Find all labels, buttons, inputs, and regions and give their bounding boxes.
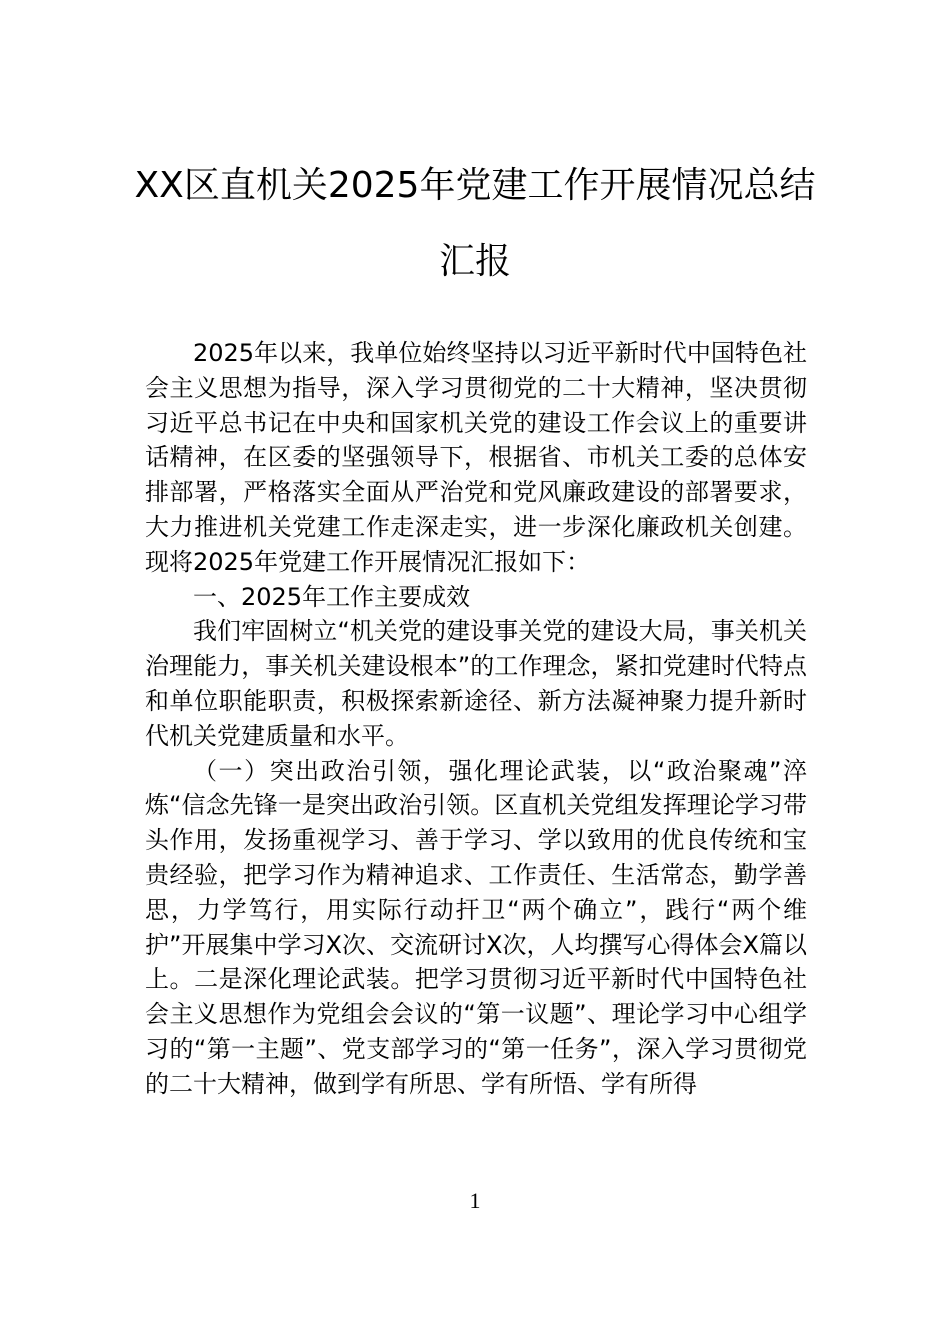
intro-paragraph: 2025年以来，我单位始终坚持以习近平新时代中国特色社会主义思想为指导，深入学习贯彻党的二十大精神，坚决贯彻习近平总书记在中央和国家机关党的建设工作会议上的重要讲话精神，在区委的坚强领导下，根据省、市机关工委的总体安排部署，严格落实全面从严治党和党风廉政建设的部署要求，大力推进机关党建工作走深走实，进一步深化廉政机关创建。现将2025年党建工作开展情况汇报如下：: [145, 339, 807, 576]
document-title: XX区直机关2025年党建工作开展情况总结汇报: [134, 165, 816, 282]
achievements-paragraph: 我们牢固树立“机关党的建设事关党的建设大局，事关机关治理能力，事关机关建设根本”的工作理念，紧扣党建时代特点和单位职能职责，积极探索新途径、新方法凝神聚力提升新时代机关党建质量和水平。: [145, 617, 807, 750]
section-heading: 一、2025年工作主要成效: [193, 582, 471, 611]
page-number: 1: [469, 1188, 481, 1213]
document-body: [145, 336, 807, 1102]
political-guidance-paragraph: （一）突出政治引领，强化理论武装，以“政治聚魂”淬炼“信念先锋一是突出政治引领。区直机关党组发挥理论学习带头作用，发扬重视学习、善于学习、学以致用的优良传统和宝贵经验，把学习作为精神追求、工作责任、生活常态，勤学善思，力学笃行，用实际行动扞卫“两个确立”，践行“两个维护”开展集中学习X次、交流研讨X次，人均撰写心得体会X篇以上。二是深化理论武装。把学习贯彻习近平新时代中国特色社会主义思想作为党组会会议的“第一议题”、理论学习中心组学习的“第一主题”、党支部学习的“第一任务”，深入学习贯彻党的二十大精神，做到学有所思、学有所悟、学有所得: [145, 756, 807, 1098]
